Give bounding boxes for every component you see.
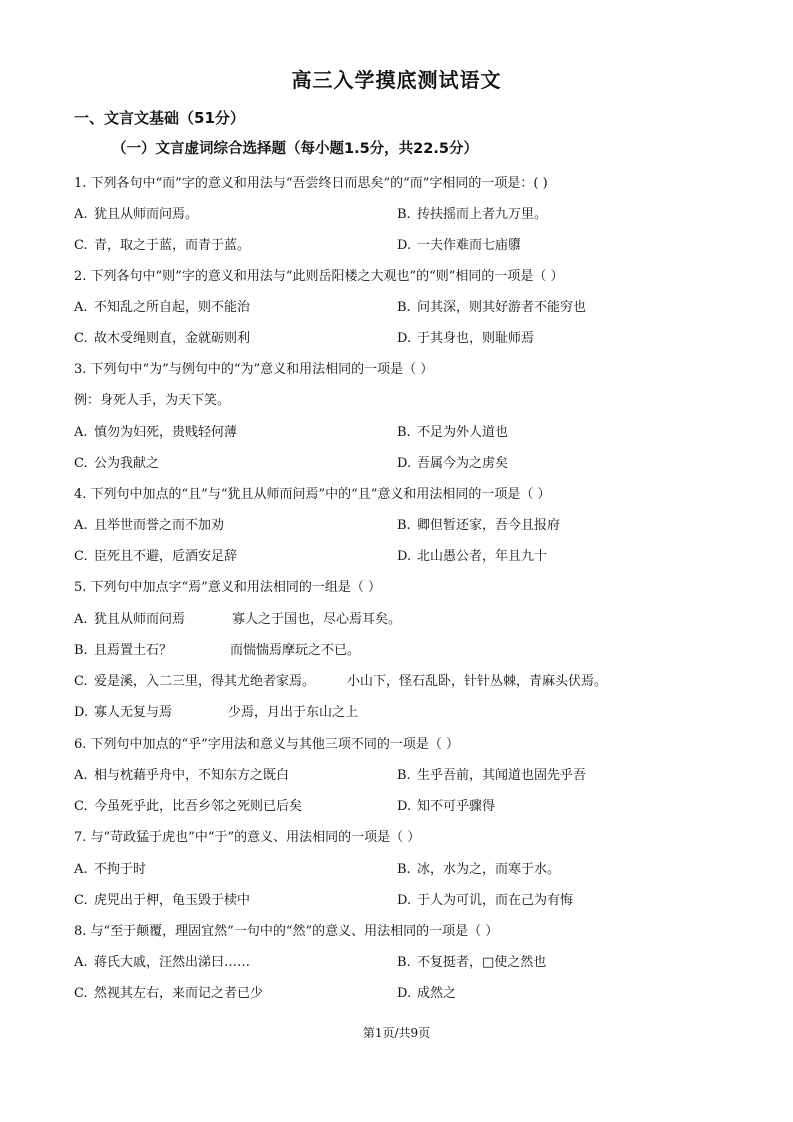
option-label: B. xyxy=(397,518,411,533)
question-example: 例：身死人手，为天下笑。 xyxy=(74,393,231,408)
option-text: 然视其左右，来而记之者已少 xyxy=(94,986,264,1001)
option-b xyxy=(397,764,586,783)
option-text: 虎兕出于柙，龟玉毁于椟中 xyxy=(94,893,251,908)
question-stem: 2. 下列各句中“则”字的意义和用法与“此则岳阳楼之大观也”的“则”相同的一项是（ ） xyxy=(74,269,564,284)
option-a xyxy=(74,764,289,783)
option-label: C. xyxy=(74,893,88,908)
option-label: A. xyxy=(74,425,88,440)
option-text: 故木受绳则直，金就砺则利 xyxy=(94,331,251,346)
option-label: B. xyxy=(397,207,411,222)
option-b xyxy=(397,421,508,440)
option-text-right: 而惴惴焉摩玩之不已。 xyxy=(230,643,361,658)
option-d xyxy=(397,327,534,346)
option-d xyxy=(397,452,508,471)
option-text: 青，取之于蓝，而青于蓝。 xyxy=(94,238,251,253)
option-label: D. xyxy=(397,893,412,908)
option-d xyxy=(74,701,358,720)
option-b xyxy=(397,951,546,970)
option-text: 不知乱之所自起，则不能治 xyxy=(94,300,251,315)
option-b xyxy=(397,296,586,315)
option-text: 犹且从师而问焉。 xyxy=(94,207,199,222)
option-label: B. xyxy=(397,862,411,877)
option-text: 蒋氏大戚，汪然出涕曰…… xyxy=(94,955,251,970)
option-text: 知不可乎骤得 xyxy=(417,799,496,814)
option-label: A. xyxy=(74,518,88,533)
option-a xyxy=(74,608,401,627)
option-c xyxy=(74,452,159,471)
option-a xyxy=(74,514,224,533)
option-text: 吾属今为之虏矣 xyxy=(417,456,509,471)
option-label: B. xyxy=(74,643,88,658)
option-d xyxy=(397,982,456,1001)
option-c xyxy=(74,234,250,253)
option-label: D. xyxy=(397,456,412,471)
option-label: A. xyxy=(74,207,88,222)
subsection-heading: （一）文言虚词综合选择题（每小题1.5分，共22.5分） xyxy=(112,141,478,157)
option-label: B. xyxy=(397,955,411,970)
option-text: 抟扶摇而上者九万里。 xyxy=(417,207,548,222)
option-label: C. xyxy=(74,674,88,689)
question-stem: 4. 下列句中加点的“且”与“犹且从师而问焉”中的“且”意义和用法相同的一项是（ ） xyxy=(74,487,551,502)
option-b xyxy=(397,514,560,533)
option-text: 问其深，则其好游者不能穷也 xyxy=(417,300,587,315)
option-label: B. xyxy=(397,300,411,315)
option-d xyxy=(397,795,495,814)
option-text: 成然之 xyxy=(417,986,457,1001)
option-c xyxy=(74,982,263,1001)
question-stem: 8. 与“至于颠覆，理固宜然”一句中的“然”的意义、用法相同的一项是（ ） xyxy=(74,924,499,939)
option-label: C. xyxy=(74,331,88,346)
option-text: 生乎吾前，其闻道也固先乎吾 xyxy=(417,768,587,783)
option-d xyxy=(397,889,573,908)
option-text-left: 爱是溪，入二三里，得其尤绝者家焉。 xyxy=(94,674,316,689)
option-text: 不足为外人道也 xyxy=(417,425,509,440)
option-c xyxy=(74,889,250,908)
option-b xyxy=(74,639,360,658)
option-text: 不拘于时 xyxy=(94,862,147,877)
option-label: C. xyxy=(74,799,88,814)
option-text: 于人为可讥，而在己为有悔 xyxy=(417,893,574,908)
option-label: C. xyxy=(74,456,88,471)
option-label: A. xyxy=(74,612,88,627)
option-text: 且举世而誉之而不加劝 xyxy=(94,518,225,533)
option-text-left: 寡人无复与焉 xyxy=(94,705,173,720)
option-c xyxy=(74,670,607,689)
question-stem: 7. 与“苛政猛于虎也”中“于”的意义、用法相同的一项是（ ） xyxy=(74,830,421,845)
option-text: 臣死且不避，卮酒安足辞 xyxy=(94,549,238,564)
option-text-right: 少焉，月出于东山之上 xyxy=(228,705,359,720)
page-footer: 第1页/共9页 xyxy=(362,1026,431,1040)
option-text: 今虽死乎此，比吾乡邻之死则已后矣 xyxy=(94,799,303,814)
option-a xyxy=(74,858,146,877)
page-title: 高三入学摸底测试语文 xyxy=(291,68,502,92)
option-d xyxy=(397,234,521,253)
question-stem: 5. 下列句中加点字“焉”意义和用法相同的一组是（ ） xyxy=(74,580,381,595)
option-text: 相与枕藉乎舟中，不知东方之既白 xyxy=(94,768,290,783)
option-text-right: 寡人之于国也，尽心焉耳矣。 xyxy=(232,612,402,627)
option-c xyxy=(74,327,250,346)
option-label: A. xyxy=(74,300,88,315)
question-stem: 3. 下列句中“为”与例句中的“为”意义和用法相同的一项是（ ） xyxy=(74,362,434,377)
option-a xyxy=(74,203,198,222)
option-label: D. xyxy=(74,705,89,720)
option-a xyxy=(74,951,250,970)
option-c xyxy=(74,545,237,564)
option-label: D. xyxy=(397,549,412,564)
option-text-right: 小山下，怪石乱卧，针针丛棘，青麻头伏焉。 xyxy=(347,674,608,689)
option-b xyxy=(397,203,547,222)
option-label: D. xyxy=(397,986,412,1001)
question-stem: 6. 下列句中加点的“乎”字用法和意义与其他三项不同的一项是（ ） xyxy=(74,737,459,752)
option-a xyxy=(74,421,237,440)
option-label: B. xyxy=(397,768,411,783)
option-label: D. xyxy=(397,799,412,814)
option-text: 一夫作难而七庙隳 xyxy=(417,238,522,253)
option-text-left: 犹且从师而问焉 xyxy=(94,612,186,627)
option-label: C. xyxy=(74,986,88,1001)
question-stem: 1. 下列各句中“而”字的意义和用法与“吾尝终日而思矣”的“而”字相同的一项是：( ) xyxy=(74,176,548,191)
option-text: 不复挺者，□使之然也 xyxy=(417,955,547,970)
option-label: A. xyxy=(74,862,88,877)
option-d xyxy=(397,545,547,564)
option-label: A. xyxy=(74,955,88,970)
option-label: C. xyxy=(74,238,88,253)
option-text: 冰，水为之，而寒于水。 xyxy=(417,862,561,877)
option-text: 于其身也，则耻师焉 xyxy=(417,331,535,346)
option-text: 公为我献之 xyxy=(94,456,160,471)
option-a xyxy=(74,296,250,315)
option-c xyxy=(74,795,302,814)
section-heading: 一、文言文基础（51分） xyxy=(74,109,245,127)
option-label: A. xyxy=(74,768,88,783)
option-label: C. xyxy=(74,549,88,564)
option-text: 北山愚公者，年且九十 xyxy=(417,549,548,564)
option-label: D. xyxy=(397,331,412,346)
option-text: 慎勿为妇死，贵贱轻何薄 xyxy=(94,425,238,440)
option-b xyxy=(397,858,560,877)
option-label: D. xyxy=(397,238,412,253)
option-text-left: 且焉置土石？ xyxy=(94,643,173,658)
option-label: B. xyxy=(397,425,411,440)
option-text: 卿但暂还家，吾今且报府 xyxy=(417,518,561,533)
